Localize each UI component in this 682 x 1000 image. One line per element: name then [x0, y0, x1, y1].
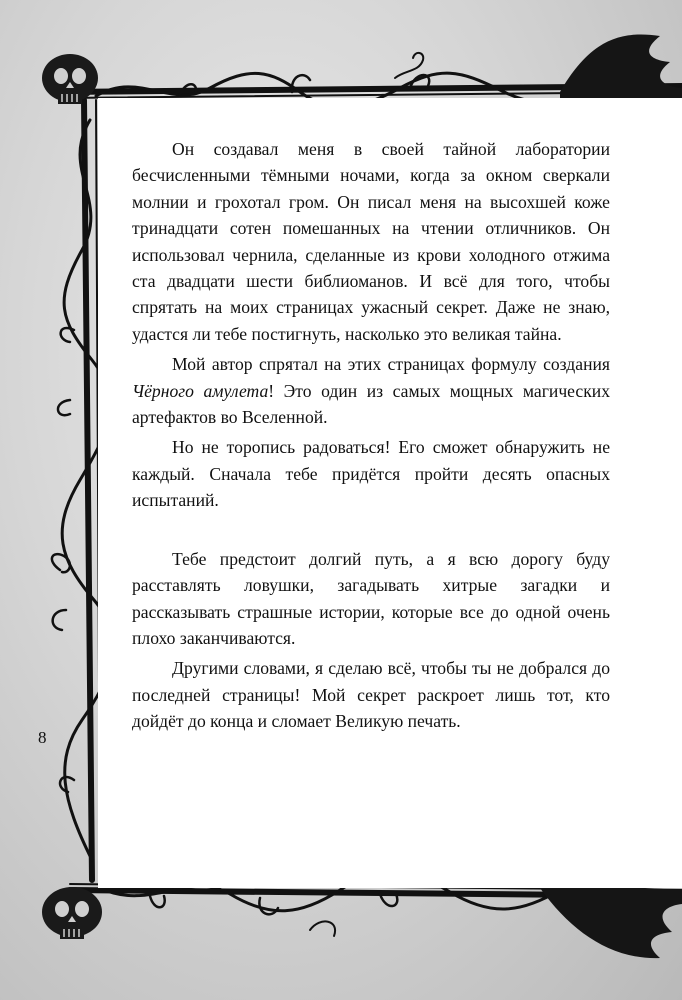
body-text	[132, 136, 610, 739]
paragraph-text: Мой автор спрятал на этих страницах формулу создания	[172, 354, 610, 375]
skull-icon	[42, 887, 102, 939]
paragraph: Он создавал меня в своей тайной лаборатории бесчисленными тёмными ночами, когда за окном сверкали молнии и грохотал гром. Он писал меня на высохшей коже тринадцати сотен помешанных на чтении отличников. Он использовал чернила, сделанные из крови холодного отжима ста двадцати шести библиоманов. И всё для того, чтобы спрятать на моих страницах ужасный секрет. Даже не знаю, удастся ли тебе постигнуть, насколько это великая тайна.	[132, 139, 610, 344]
paragraph: Другими словами, я сделаю всё, чтобы ты не добрался до последней страницы! Мой секрет раскроет лишь тот, кто дойдёт до конца и сломает Великую печать.	[132, 658, 610, 732]
bat-wing-icon	[560, 34, 682, 106]
artifact-title: Чёрного амулета	[132, 380, 269, 401]
skull-icon	[42, 54, 98, 104]
bat-wing-icon	[540, 884, 682, 958]
paragraph-text: ! Это один из самых мощных магических артефактов во Вселенной.	[132, 380, 610, 428]
page-number: 8	[38, 728, 47, 747]
paragraph	[132, 351, 610, 430]
paragraph: Но не торопись радоваться! Его сможет обнаружить не каждый. Сначала тебе придётся пройти десять опасных испытаний.	[132, 437, 610, 511]
paragraph: Тебе предстоит долгий путь, а я всю дорогу буду расставлять ловушки, загадывать хитрые загадки и рассказывать страшные истории, которые все до одной очень плохо заканчиваются.	[132, 548, 610, 648]
